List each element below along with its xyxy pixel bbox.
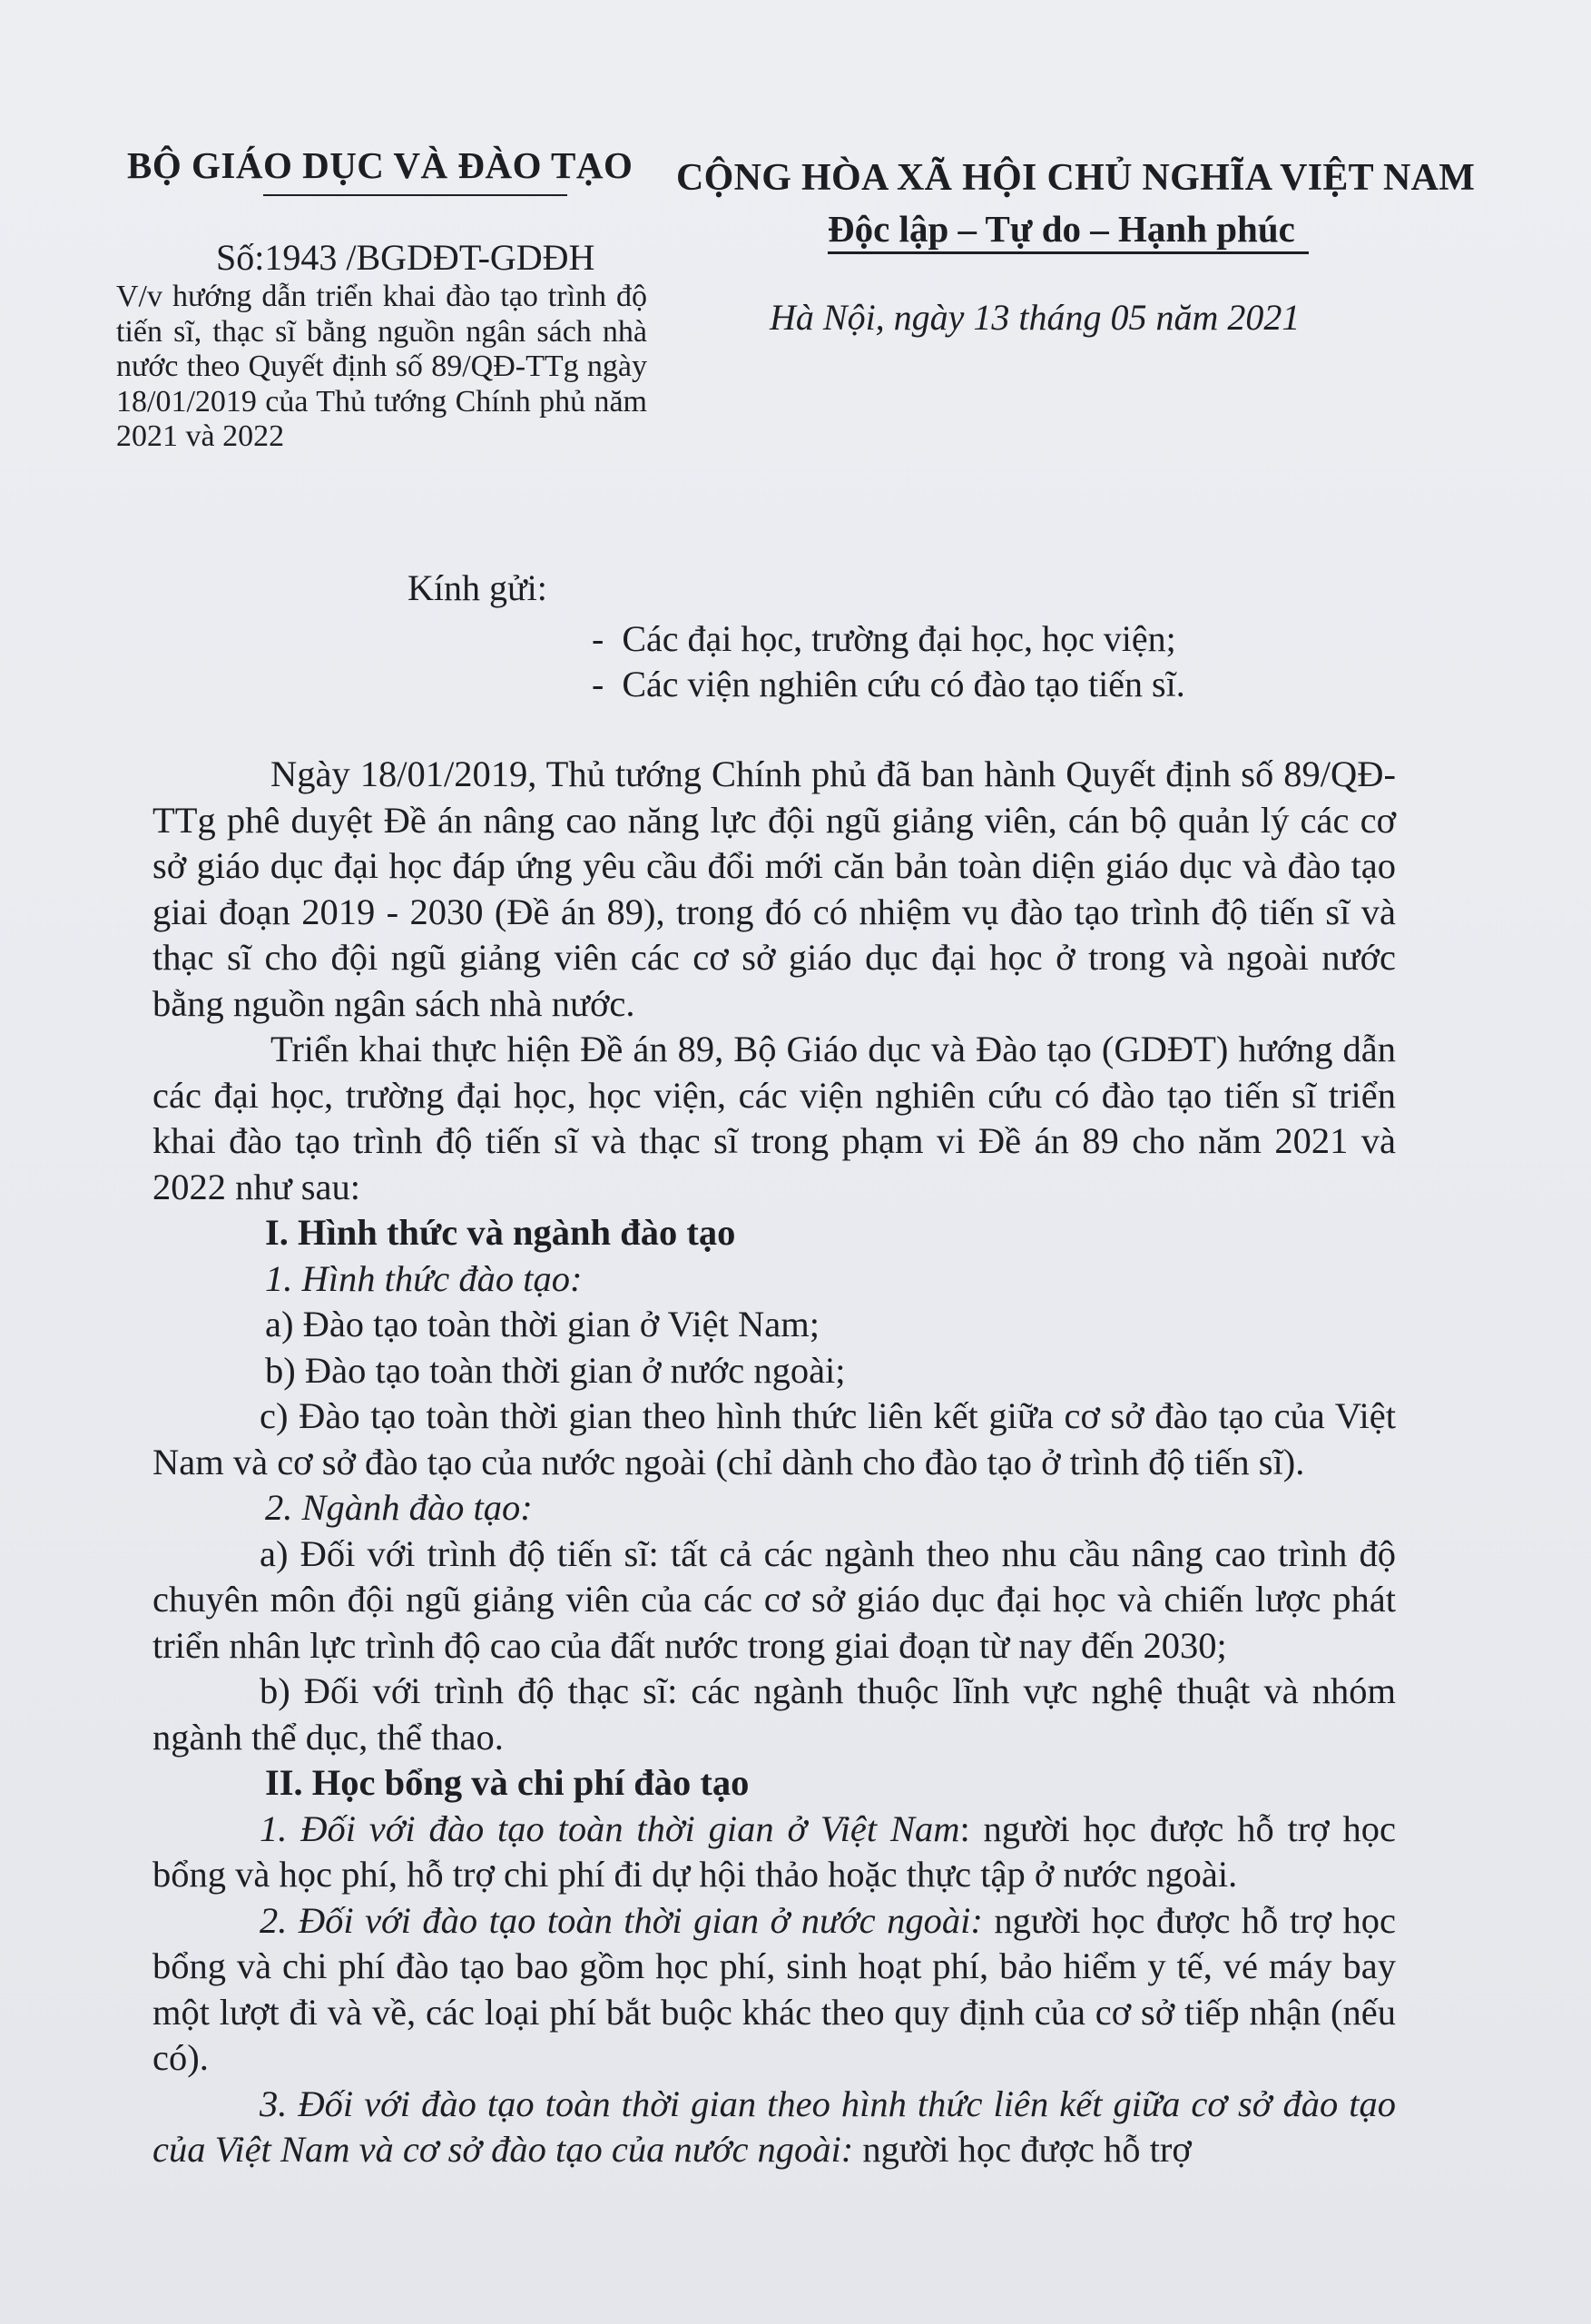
section-heading: I. Hình thức và ngành đào tạo xyxy=(265,1212,736,1253)
paragraph: Triển khai thực hiện Đề án 89, Bộ Giáo dục và Đào tạo (GDĐT) hướng dẫn các đại học, trường đại học, học viện, các viện nghiên cứu có đào tạo tiến sĩ triển khai đào tạo trình độ tiến sĩ và thạc sĩ trong phạm vi Đề án 89 cho năm 2021 và 2022 như sau: xyxy=(152,1029,1396,1207)
subsection-heading: 1. Hình thức đào tạo: xyxy=(265,1257,583,1299)
document-number: Số:1943 /BGDĐT-GDĐH xyxy=(216,237,595,278)
document-subject: V/v hướng dẫn triển khai đào tạo trình độ tiến sĩ, thạc sĩ bằng nguồn ngân sách nhà nước theo Quyết định số 89/QĐ-TTg ngày 18/01/2019 của Thủ tướng Chính phủ năm 2021 và 2022 xyxy=(116,280,647,453)
document-body xyxy=(152,752,1396,2173)
national-title: CỘNG HÒA XÃ HỘI CHỦ NGHĨA VIỆT NAM xyxy=(676,157,1476,199)
ministry-underline xyxy=(263,194,567,196)
recipient-list xyxy=(592,616,1185,707)
list-item: b) Đào tạo toàn thời gian ở nước ngoài; xyxy=(265,1349,846,1391)
paragraph: 3. Đối với đào tạo toàn thời gian theo hình thức liên kết giữa cơ sở đào tạo của Việt Nam và cơ sở đào tạo của nước ngoài: người học được hỗ trợ xyxy=(152,2083,1396,2170)
list-item: a) Đào tạo toàn thời gian ở Việt Nam; xyxy=(265,1304,820,1344)
paragraph: 1. Đối với đào tạo toàn thời gian ở Việt Nam: người học được hỗ trợ học bổng và học phí, hỗ trợ chi phí đi dự hội thảo hoặc thực tập ở nước ngoài. xyxy=(152,1807,1397,1895)
list-item: b) Đối với trình độ thạc sĩ: các ngành thuộc lĩnh vực nghệ thuật và nhóm ngành thể dục, thể thao. xyxy=(152,1670,1396,1758)
recipient-item: - Các viện nghiên cứu có đào tạo tiến sĩ. xyxy=(592,664,1185,704)
section-heading: II. Học bổng và chi phí đào tạo xyxy=(265,1762,750,1803)
subsection-heading: 2. Ngành đào tạo: xyxy=(265,1487,533,1528)
greeting: Kính gửi: xyxy=(408,567,547,608)
paragraph: Ngày 18/01/2019, Thủ tướng Chính phủ đã ban hành Quyết định số 89/QĐ-TTg phê duyệt Đề án nâng cao năng lực đội ngũ giảng viên, cán bộ quản lý các cơ sở giáo dục đại học đáp ứng yêu cầu đổi mới căn bản toàn diện giáo dục và đào tạo giai đoạn 2019 - 2030 (Đề án 89), trong đó có nhiệm vụ đào tạo trình độ tiến sĩ và thạc sĩ cho đội ngũ giảng viên các cơ sở giáo dục đại học ở trong và ngoài nước bằng nguồn ngân sách nhà nước. xyxy=(152,753,1396,1024)
document-date: Hà Nội, ngày 13 tháng 05 năm 2021 xyxy=(770,297,1301,338)
list-item: c) Đào tạo toàn thời gian theo hình thức liên kết giữa cơ sở đào tạo của Việt Nam và cơ sở đào tạo của nước ngoài (chỉ dành cho đào tạo ở trình độ tiến sĩ). xyxy=(152,1395,1396,1482)
recipient-item: - Các đại học, trường đại học, học viện; xyxy=(592,618,1176,659)
ministry-name: BỘ GIÁO DỤC VÀ ĐÀO TẠO xyxy=(127,144,633,186)
motto-underline xyxy=(828,251,1309,254)
list-item: a) Đối với trình độ tiến sĩ: tất cả các ngành theo nhu cầu nâng cao trình độ chuyên môn đội ngũ giảng viên của các cơ sở giáo dục đại học và chiến lược phát triển nhân lực trình độ cao của đất nước trong giai đoạn từ nay đến 2030; xyxy=(152,1532,1396,1666)
paragraph: 2. Đối với đào tạo toàn thời gian ở nước ngoài: người học được hỗ trợ học bổng và chi phí đào tạo bao gồm học phí, sinh hoạt phí, bảo hiểm y tế, vé máy bay một lượt đi và về, các loại phí bắt buộc khác theo quy định của cơ sở tiếp nhận (nếu có). xyxy=(152,1899,1396,2078)
national-motto: Độc lập – Tự do – Hạnh phúc xyxy=(828,208,1295,250)
